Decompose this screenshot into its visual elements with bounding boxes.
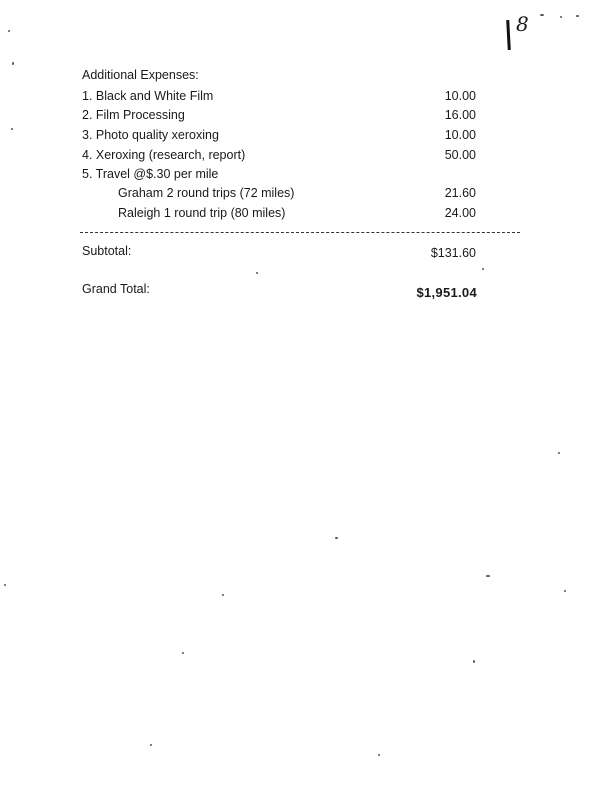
scan-speck xyxy=(576,15,579,17)
scan-speck xyxy=(256,272,258,274)
scan-speck xyxy=(11,128,13,130)
scan-speck xyxy=(482,268,484,270)
scan-speck xyxy=(473,660,475,663)
subtotal-label: Subtotal: xyxy=(82,244,132,258)
scan-speck xyxy=(12,62,14,65)
scan-speck xyxy=(564,590,566,592)
travel-subitem-label: Raleigh 1 round trip (80 miles) xyxy=(118,206,286,220)
scan-speck xyxy=(378,754,380,756)
dashed-divider xyxy=(80,232,520,233)
scan-speck xyxy=(4,584,6,586)
scan-speck xyxy=(182,652,184,654)
scan-speck xyxy=(222,594,224,596)
expense-item-amount: 10.00 xyxy=(444,89,476,103)
grand-total-amount: $1,951.04 xyxy=(416,285,477,300)
expense-item-amount: 16.00 xyxy=(444,108,476,122)
subtotal-amount: $131.60 xyxy=(430,246,476,260)
grand-total-label: Grand Total: xyxy=(82,282,150,296)
page-number: 8 xyxy=(516,12,529,36)
scan-speck xyxy=(558,452,560,454)
expense-item-label: 1. Black and White Film xyxy=(82,89,214,103)
travel-subitem-amount: 21.60 xyxy=(444,186,476,200)
scan-speck xyxy=(486,575,490,577)
scan-speck xyxy=(540,14,544,16)
section-heading: Additional Expenses: xyxy=(82,68,199,82)
expense-item-amount: 50.00 xyxy=(444,148,476,162)
travel-subitem-label: Graham 2 round trips (72 miles) xyxy=(118,186,295,200)
scan-speck xyxy=(335,537,338,539)
travel-subitem-amount: 24.00 xyxy=(444,206,476,220)
scan-speck xyxy=(8,30,10,32)
expense-item-label: 3. Photo quality xeroxing xyxy=(82,128,219,142)
handwritten-mark xyxy=(506,20,511,50)
expense-item-label: 2. Film Processing xyxy=(82,108,185,122)
scan-speck xyxy=(560,16,562,18)
expense-item-label: 5. Travel @$.30 per mile xyxy=(82,167,219,181)
expense-item-label: 4. Xeroxing (research, report) xyxy=(82,148,246,162)
expense-item-amount: 10.00 xyxy=(444,128,476,142)
scan-speck xyxy=(150,744,152,746)
